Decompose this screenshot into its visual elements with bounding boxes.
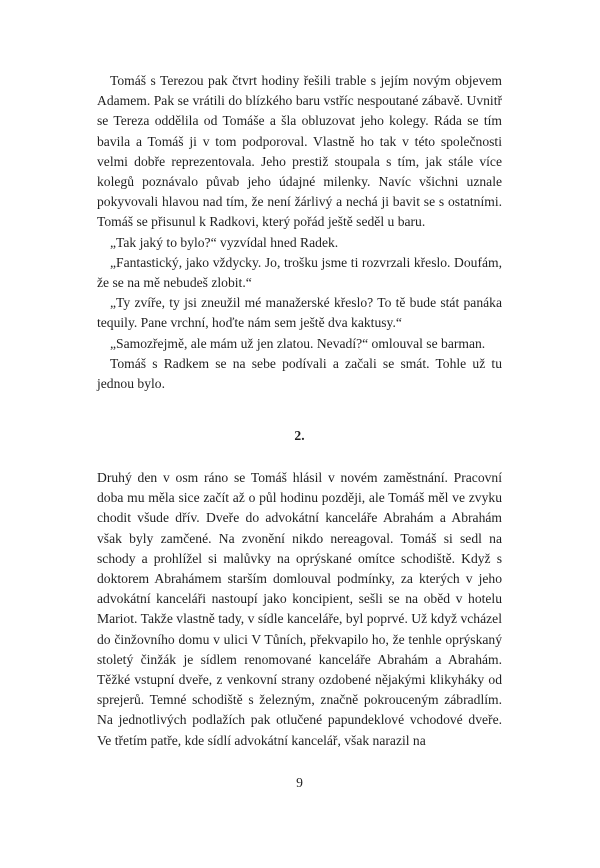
paragraph: Tomáš s Terezou pak čtvrt hodiny řešili trable s jejím novým objevem Adamem. Pak se vrátili do blízkého baru vstříc nespoutané zábavě. Uvnitř se Tereza oddělila od Tomáše a šla obluzovat jeho kolegy. Ráda se tím bavila a Tomáš ji v tom podporoval. Vlastně ho tak v této společnosti velmi dobře reprezentovala. Jeho prestiž stoupala s tím, jak stále více kolegů poznávalo půvab jeho údajné milenky. Navíc všichni uznale pokyvovali hlavou nad tím, že není žárlivý a nechá ji bavit se s ostatními. Tomáš se přisunul k Radkovi, který pořád ještě seděl u baru. [97,73,502,230]
paragraph: Tomáš s Radkem se na sebe podívali a začali se smát. Tohle už tu jednou bylo. [97,355,502,392]
dialogue-paragraph: „Samozřejmě, ale mám už jen zlatou. Nevadí?“ omlouval se barman. [110,335,486,351]
page-number: 9 [296,775,303,790]
dialogue-paragraph: „Fantastický, jako vždycky. Jo, trošku jsme ti rozvrzali křeslo. Doufám, že se na mě nebudeš zlobit.“ [97,254,502,291]
section-two-text [97,468,502,751]
chapter-number: 2. [294,428,305,443]
section-one-text [97,71,502,394]
paragraph: Druhý den v osm ráno se Tomáš hlásil v novém zaměstnání. Pracovní doba mu měla sice začít až o půl hodinu později, ale Tomáš měl ve zvyku chodit všude dřív. Dveře do advokátní kanceláře Abrahám a Abrahám však byly zamčené. Na zvonění nikdo nereagoval. Tomáš si sedl na schody a prohlížel si malůvky na oprýskané omítce schodiště. Když s doktorem Abrahámem starším domlouval podmínky, za kterých v jeho advokátní kanceláři nastoupí jako koncipient, sešli se na oběd v hotelu Mariot. Takže vlastně tady, v sídle kanceláře, byl poprvé. Už když vcházel do činžovního domu v ulici V Tůních, překvapilo ho, že tenhle oprýskaný stoletý činžák je sídlem renomované kanceláře Abrahám a Abrahám. Těžké vstupní dveře, z venkovní strany ozdobené nějakými klikyháky od sprejerů. Temné schodiště s železným, značně pokrouceným zábradlím. Na jednotlivých podlažích pak otlučené papundeklové vchodové dveře. Ve třetím patře, kde sídlí advokátní kancelář, však narazil na [97,470,502,748]
dialogue-paragraph: „Tak jaký to bylo?“ vyzvídal hned Radek. [110,234,339,250]
dialogue-paragraph: „Ty zvíře, ty jsi zneužil mé manažerské křeslo? To tě bude stát panáka tequily. Pane vrchní, hoďte nám sem ještě dva kaktusy.“ [97,295,502,331]
